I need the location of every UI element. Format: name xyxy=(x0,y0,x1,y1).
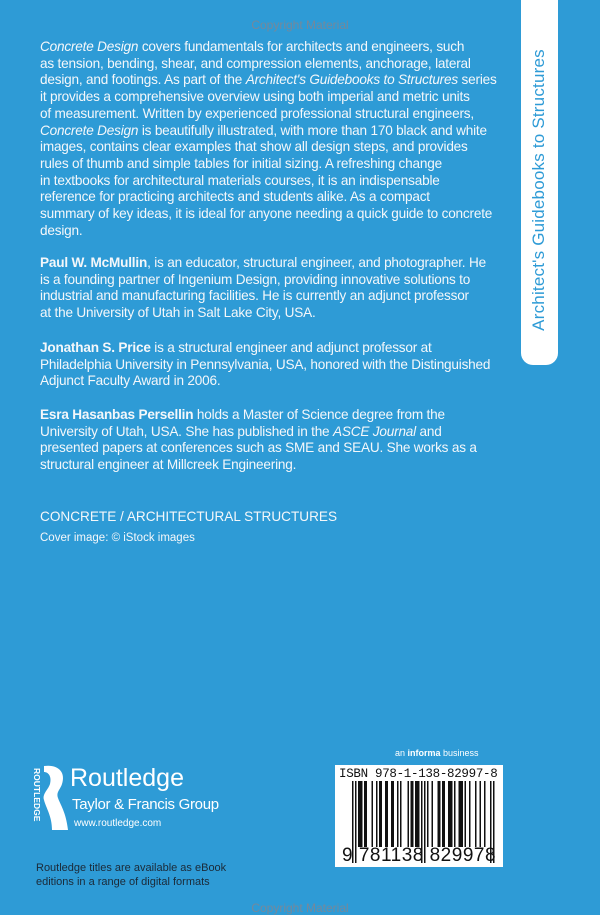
barcode-bar xyxy=(480,781,482,847)
barcode-bar xyxy=(364,781,366,847)
barcode-bar xyxy=(460,781,462,847)
text-line xyxy=(40,272,520,289)
copyright-watermark-top: Copyright Material xyxy=(251,18,349,32)
informa-bold: informa xyxy=(407,748,441,758)
cover-credit: Cover image: © iStock images xyxy=(40,532,195,544)
text-line xyxy=(40,123,520,140)
barcode-bar xyxy=(360,781,362,847)
text-line xyxy=(40,424,520,441)
informa-prefix: an xyxy=(395,748,408,758)
text-line xyxy=(40,457,520,474)
barcode-bar xyxy=(379,781,381,847)
barcode-bar xyxy=(454,781,456,847)
text-line xyxy=(40,407,520,424)
barcode-bar xyxy=(448,781,450,847)
text-segment: presented papers at conferences such as SME and SEAU. She works as a xyxy=(40,440,477,456)
text-segment: in textbooks for architectural materials courses, it is an indispensable xyxy=(40,172,440,188)
copyright-watermark-bottom: Copyright Material xyxy=(251,901,349,915)
text-segment: , is an educator, structural engineer, and photographer. He xyxy=(147,255,486,270)
text-line xyxy=(40,39,520,56)
author-bio-price xyxy=(40,340,520,390)
barcode-bar xyxy=(372,781,374,847)
barcode-bar xyxy=(400,781,402,847)
text-line xyxy=(40,288,520,305)
text-segment: reference for practicing architects and students alike. As a compact xyxy=(40,189,430,205)
text-segment: rules of thumb and simple tables for initial sizing. A refreshing change xyxy=(40,155,442,171)
ebook-note-line: editions in a range of digital formats xyxy=(36,876,210,888)
barcode-bar xyxy=(408,781,410,847)
text-line xyxy=(40,255,520,272)
series-tab-label: Architect's Guidebooks to Structures xyxy=(529,49,548,331)
text-segment: as tension, bending, shear, and compression elements, anchorage, lateral xyxy=(40,55,471,71)
text-line xyxy=(40,357,520,374)
text-segment: covers fundamentals for architects and engineers, such xyxy=(138,39,465,54)
barcode-bar xyxy=(393,781,395,847)
barcode-bar xyxy=(381,781,383,847)
ebook-note-line: Routledge titles are available as eBook xyxy=(36,862,227,874)
text-segment: summary of key ideas, it is ideal for anyone needing a quick guide to concrete xyxy=(40,206,493,222)
informa-suffix: business xyxy=(440,748,479,758)
barcode-bar xyxy=(469,781,471,847)
barcode-bar xyxy=(451,781,453,847)
text-line xyxy=(40,189,520,206)
barcode-bar xyxy=(450,781,452,847)
text-segment: design. xyxy=(40,222,83,238)
isbn-barcode xyxy=(335,765,503,867)
barcode-bar xyxy=(438,781,440,847)
text-line xyxy=(40,440,520,457)
barcode-bar xyxy=(427,781,429,847)
isbn-label: ISBN 978-1-138-82997-8 xyxy=(339,767,498,781)
barcode-bar xyxy=(462,781,464,847)
barcode-bar xyxy=(397,781,399,847)
italic-title: Architect's Guidebooks to Structures xyxy=(245,72,458,88)
author-bio-persellin xyxy=(40,407,520,474)
logo-text: ROUTLEDGE xyxy=(32,768,42,822)
text-segment: is a founding partner of Ingenium Design, providing innovative solutions to xyxy=(40,271,471,287)
barcode-bar xyxy=(358,781,360,847)
text-segment: series xyxy=(457,72,497,88)
informa-business-label xyxy=(395,748,479,758)
barcode-bar xyxy=(444,781,446,847)
text-segment: design, and footings. As part of the xyxy=(40,72,246,88)
barcode-bar xyxy=(415,781,417,847)
text-segment: images, contains clear examples that show all design steps, and provides xyxy=(40,139,468,155)
text-segment: Adjunct Faculty Award in 2006. xyxy=(40,373,221,389)
barcode-bar xyxy=(475,781,477,847)
routledge-logo-icon xyxy=(28,764,70,832)
text-line xyxy=(40,106,520,123)
text-segment: is a structural engineer and adjunct professor at xyxy=(150,340,432,355)
book-description xyxy=(40,39,520,239)
publisher-group: Taylor & Francis Group xyxy=(72,796,219,813)
barcode-bar xyxy=(432,781,434,847)
barcode-bar xyxy=(391,781,393,847)
barcode-bar xyxy=(412,781,414,847)
text-line xyxy=(40,223,520,240)
ebook-note xyxy=(36,861,226,889)
text-segment: University of Utah, USA. She has published in the xyxy=(40,423,333,439)
barcode-bar xyxy=(442,781,444,847)
text-segment: and xyxy=(415,423,442,439)
barcode-bar xyxy=(387,781,389,847)
text-line xyxy=(40,340,520,357)
author-name: Paul W. McMullin xyxy=(40,255,148,270)
italic-title: Concrete Design xyxy=(40,39,139,54)
text-line xyxy=(40,305,520,322)
barcode-bar xyxy=(361,781,363,847)
text-line xyxy=(40,89,520,106)
text-segment: is beautifully illustrated, with more than 170 black and white xyxy=(138,122,487,138)
barcode-bar xyxy=(417,781,419,847)
text-line xyxy=(40,139,520,156)
barcode-bar xyxy=(459,781,461,847)
author-bio-mcmullin xyxy=(40,255,520,322)
text-line xyxy=(40,156,520,173)
publisher-name: Routledge xyxy=(70,764,184,792)
barcode-bar xyxy=(484,781,486,847)
text-line xyxy=(40,72,520,89)
text-line xyxy=(40,373,520,390)
italic-title: ASCE Journal xyxy=(333,423,416,439)
text-segment: holds a Master of Science degree from the xyxy=(193,407,445,422)
barcode-bar xyxy=(439,781,441,847)
text-segment: at the University of Utah in Salt Lake City, USA. xyxy=(40,305,316,321)
barcode-bar xyxy=(376,781,378,847)
barcode-bar xyxy=(465,781,467,847)
text-line xyxy=(40,56,520,73)
barcode-bar xyxy=(366,781,368,847)
text-line xyxy=(40,206,520,223)
author-name: Jonathan S. Price xyxy=(40,340,151,355)
subject-category: CONCRETE / ARCHITECTURAL STRUCTURES xyxy=(40,509,338,524)
text-segment: industrial and manufacturing facilities. He is currently an adjunct professor xyxy=(40,288,469,304)
text-segment: Philadelphia University in Pennsylvania, USA, honored with the Distinguished xyxy=(40,356,491,372)
italic-title: Concrete Design xyxy=(40,122,139,138)
author-name: Esra Hasanbas Persellin xyxy=(40,407,194,422)
text-segment: structural engineer at Millcreek Engineering. xyxy=(40,457,297,473)
publisher-url: www.routledge.com xyxy=(74,818,162,829)
text-line xyxy=(40,173,520,190)
ean-digits: 9 781138 829978 xyxy=(342,845,497,866)
barcode-bar xyxy=(411,781,413,847)
barcode-bar xyxy=(385,781,387,847)
text-segment: it provides a comprehensive overview using both imperial and metric units xyxy=(40,89,470,105)
text-segment: of measurement. Written by experienced professional structural engineers, xyxy=(40,105,474,121)
barcode-bar xyxy=(418,781,420,847)
